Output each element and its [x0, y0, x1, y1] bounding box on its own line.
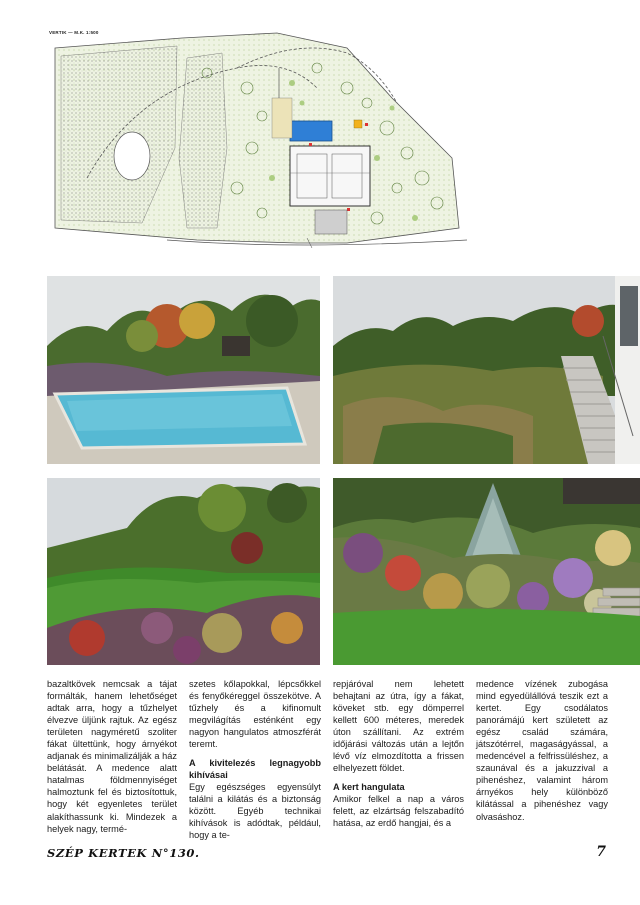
- plan-scale-label: VERTIK — M.K. 1:500: [49, 30, 99, 35]
- article-paragraph: medence vízének zubogása mind egyedülállóvá teszik ezt a kertet. Egy csodálatos panorámájú kert született az egész család számára, játszótérrel, magaságyással, a medencével a felfrissüléshez, a szaunával és a jakuzzival a pihenéshez, valamint három árnyékos hely különböző kilátással a pihenéshez vagy olvasáshoz.: [476, 679, 608, 822]
- article-paragraph: Amikor felkel a nap a város felett, az elzártság felszabadító hatása, az erdő hangjai, és a: [333, 794, 464, 829]
- photo-stairs: [333, 276, 640, 464]
- site-plan: [47, 28, 467, 248]
- section-heading: A kert hangulata: [333, 782, 405, 793]
- article-column-3: [333, 678, 464, 830]
- page-number: 7: [596, 844, 606, 860]
- photo-lawn-trees: [47, 478, 320, 665]
- article-paragraph: Egy egészséges egyensúlyt találni a kilátás és a biztonság között. Egyéb technikai kihívások is adódtak, például, hogy a te-: [189, 782, 321, 841]
- magazine-issue: SZÉP KERTEK N°130.: [47, 846, 200, 860]
- photo-pool: [47, 276, 320, 464]
- article-column-4: [476, 678, 608, 823]
- article-column-1: [47, 678, 177, 835]
- article-paragraph: bazaltkövek nemcsak a tájat formálták, hanem lehetőséget adtak arra, hogy a tűzhelyet élvezve üljünk rajtuk. Az egész területen nagyméretű szoliter fákat ültettünk, hogy árnyékot adjanak és minimalizálják a ház belátását. A medence alatt hatalmas földmennyiséget halmoztunk fel és biztosítottuk, hogy két egyenletes terület alakíthassunk ki. Mindezek a helyek nagy, termé-: [47, 679, 177, 834]
- site-plan-drawing: [47, 28, 467, 248]
- article-paragraph: repjáróval nem lehetett behajtani az útra, így a fákat, köveket stb. egy dömperrel kellett 600 méteres, meredek úton szállítani. Az extrém időjárási változás után a lejtőn lévő víz elmozdította a frissen elhelyezett földet.: [333, 679, 464, 774]
- article-paragraph: szetes kőlapokkal, lépcsőkkel és fenyőkéreggel összekötve. A tűzhely és a kifinomult megvilágítás esténként egy nagyon hangulatos atmoszférát teremt.: [189, 679, 321, 750]
- photo-perennial-bed: [333, 478, 640, 665]
- section-heading: A kivitelezés legnagyobb kihívásai: [189, 758, 321, 781]
- article-column-2: [189, 678, 321, 842]
- plan-pool: [290, 121, 332, 141]
